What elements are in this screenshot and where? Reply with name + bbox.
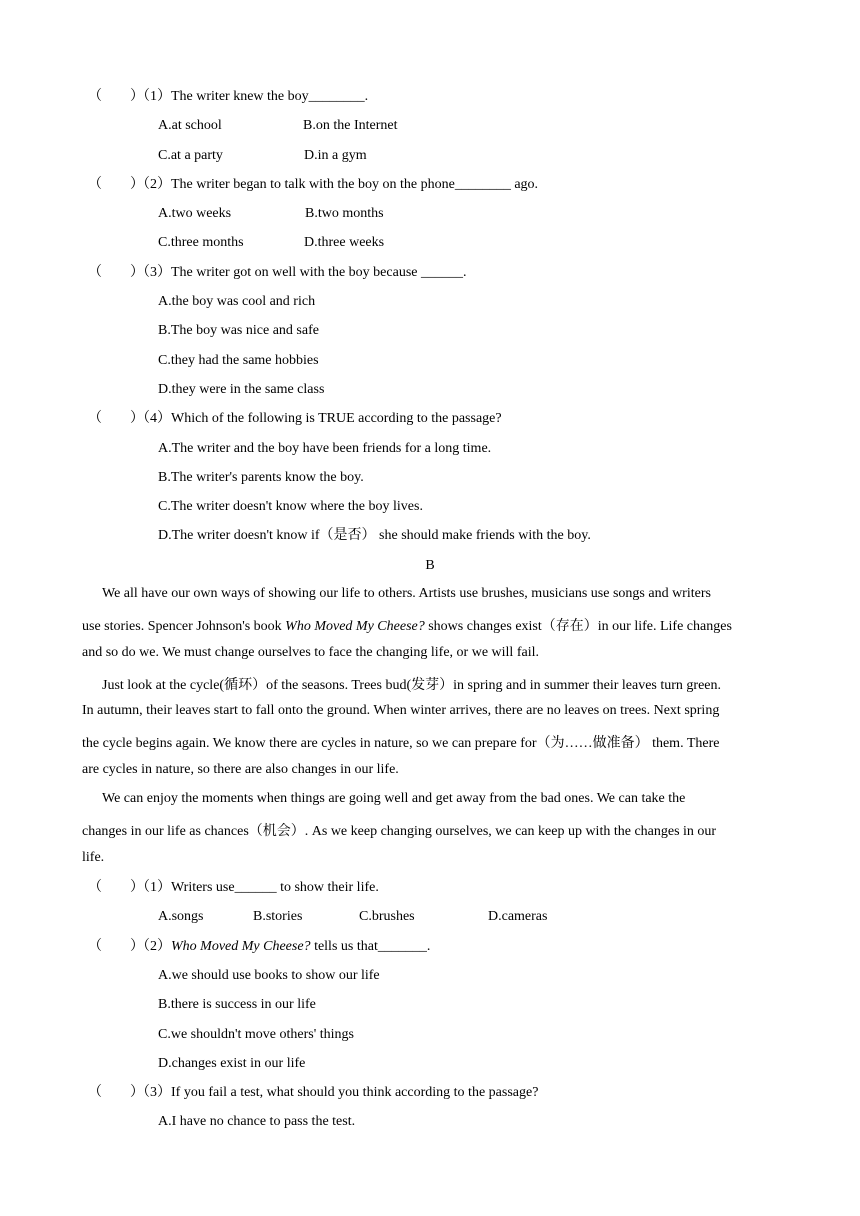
option: B.two months (305, 206, 384, 221)
passage-line (82, 615, 780, 635)
passage-text: shows changes exist（存在）in our life. Life changes (424, 619, 732, 634)
question-number: （2） (136, 939, 171, 954)
question-number: （3） (136, 265, 171, 280)
passage-line: changes in our life as chances（机会）. As we keep changing ourselves, we can keep up with the changes in our (82, 824, 717, 839)
passage-line: life. (82, 850, 105, 865)
option: C.they had the same hobbies (158, 353, 319, 368)
question-text: The writer got on well with the boy because ______. (171, 265, 467, 280)
question-number: （2） (136, 177, 171, 192)
option: B.on the Internet (303, 118, 398, 133)
question-b2 (88, 938, 430, 956)
option: D.they were in the same class (158, 382, 325, 397)
passage-line: In autumn, their leaves start to fall onto the ground. When winter arrives, there are no leaves on trees. Next spring (82, 703, 720, 718)
question-number: （1） (136, 89, 171, 104)
question-number: （1） (136, 880, 171, 895)
answer-blank: （ ） (88, 939, 144, 954)
passage-line: We can enjoy the moments when things are going well and get away from the bad ones. We can take the (102, 791, 686, 806)
book-title: Who Moved My Cheese? (171, 939, 311, 954)
answer-blank: （ ） (88, 880, 144, 895)
question-text: The writer began to talk with the boy on the phone________ ago. (171, 177, 539, 192)
passage-line: and so do we. We must change ourselves to face the changing life, or we will fail. (82, 645, 539, 660)
answer-blank: （ ） (88, 177, 144, 192)
option: B.The writer's parents know the boy. (158, 470, 364, 485)
option: A.songs (158, 909, 204, 924)
option: C.brushes (359, 909, 415, 924)
question-a4 (88, 410, 502, 428)
answer-blank: （ ） (88, 265, 144, 280)
question-text: The writer knew the boy________. (171, 89, 369, 104)
option: D.cameras (488, 909, 548, 924)
passage-line: Just look at the cycle(循环）of the seasons. Trees bud(发芽）in spring and in summer their leaves turn green. (102, 678, 721, 693)
question-text: If you fail a test, what should you think according to the passage? (171, 1085, 539, 1100)
option: A.two weeks (158, 206, 232, 221)
option: D.changes exist in our life (158, 1056, 306, 1071)
question-number: （3） (136, 1085, 171, 1100)
question-b3 (88, 1084, 538, 1102)
option: A.the boy was cool and rich (158, 294, 316, 309)
option: D.three weeks (304, 235, 385, 250)
question-a2 (88, 176, 538, 194)
option: C.three months (158, 235, 244, 250)
answer-blank: （ ） (88, 1085, 144, 1100)
option: D.in a gym (304, 148, 367, 163)
question-text: tells us that_______. (310, 939, 431, 954)
option: D.The writer doesn't know if（是否） she should make friends with the boy. (158, 528, 591, 543)
book-title: Who Moved My Cheese? (285, 619, 425, 634)
option: B.The boy was nice and safe (158, 323, 319, 338)
passage-line: are cycles in nature, so there are also changes in our life. (82, 762, 399, 777)
option: B.stories (253, 909, 303, 924)
option: C.The writer doesn't know where the boy lives. (158, 499, 423, 514)
option: C.at a party (158, 148, 223, 163)
option: A.at school (158, 118, 222, 133)
question-b1 (88, 879, 379, 897)
option: C.we shouldn't move others' things (158, 1027, 354, 1042)
question-a3 (88, 264, 466, 282)
option: A.I have no chance to pass the test. (158, 1114, 356, 1129)
question-a1 (88, 88, 368, 106)
option: A.we should use books to show our life (158, 968, 380, 983)
answer-blank: （ ） (88, 89, 144, 104)
option: B.there is success in our life (158, 997, 316, 1012)
passage-line: We all have our own ways of showing our life to others. Artists use brushes, musicians use songs and writers (102, 586, 711, 601)
section-heading: B (425, 558, 435, 573)
passage-text: use stories. Spencer Johnson's book (82, 619, 286, 634)
question-text: Writers use______ to show their life. (171, 880, 379, 895)
question-text: Which of the following is TRUE according to the passage? (171, 411, 502, 426)
option: A.The writer and the boy have been friends for a long time. (158, 441, 492, 456)
answer-blank: （ ） (88, 411, 144, 426)
question-number: （4） (136, 411, 171, 426)
passage-line: the cycle begins again. We know there are cycles in nature, so we can prepare for（为……做准备） them. There (82, 736, 720, 751)
